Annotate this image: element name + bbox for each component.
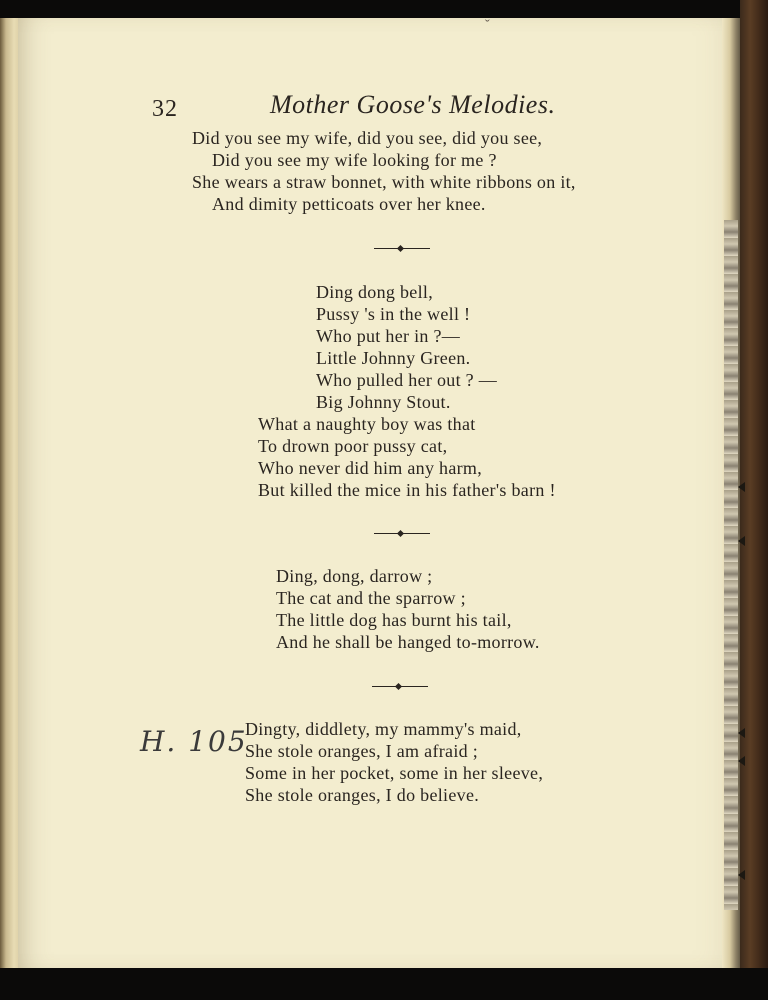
verse-line: Did you see my wife looking for me ? (212, 150, 497, 170)
verse-line: Who put her in ?— (316, 326, 461, 346)
verse-line: Ding dong bell, (316, 282, 433, 302)
edge-notch (738, 728, 745, 738)
verse-line: Dingty, diddlety, my mammy's maid, (245, 719, 522, 739)
section-divider (374, 528, 430, 540)
verse-line: Did you see my wife, did you see, did you see, (192, 128, 543, 148)
binding-edge (740, 0, 768, 1000)
verse-line: The cat and the sparrow ; (276, 588, 466, 608)
verse-line: To drown poor pussy cat, (258, 436, 448, 456)
verse-line: Pussy 's in the well ! (316, 304, 471, 324)
verse-line: What a naughty boy was that (258, 414, 476, 434)
page-number: 32 (152, 96, 178, 122)
edge-notch (738, 536, 745, 546)
edge-notch (738, 870, 745, 880)
verse-line: Little Johnny Green. (316, 348, 471, 368)
section-divider (372, 681, 428, 693)
verse-line: She stole oranges, I am afraid ; (245, 741, 479, 761)
verse-line: And dimity petticoats over her knee. (212, 194, 486, 214)
verse-line: Some in her pocket, some in her sleeve, (245, 763, 544, 783)
verse-line: Ding, dong, darrow ; (276, 566, 433, 586)
stray-ink-mark: ˇ (485, 18, 490, 33)
section-divider (374, 243, 430, 255)
page-tab-strip (724, 220, 738, 910)
verse-line: The little dog has burnt his tail, (276, 610, 512, 630)
running-head: Mother Goose's Melodies. (270, 90, 556, 119)
edge-notch (738, 482, 745, 492)
verse-line: And he shall be hanged to-morrow. (276, 632, 540, 652)
verse-line: She stole oranges, I do believe. (245, 785, 480, 805)
verse-line: Who pulled her out ? — (316, 370, 498, 390)
handwritten-margin-note: H. 105 (140, 725, 248, 758)
verse-line: Big Johnny Stout. (316, 392, 451, 412)
scan-bottom-border (0, 968, 768, 1000)
edge-notch (738, 756, 745, 766)
verse-line: Who never did him any harm, (258, 458, 483, 478)
verse-line: But killed the mice in his father's barn ! (258, 480, 556, 500)
verse-line: She wears a straw bonnet, with white ribbons on it, (192, 172, 576, 192)
